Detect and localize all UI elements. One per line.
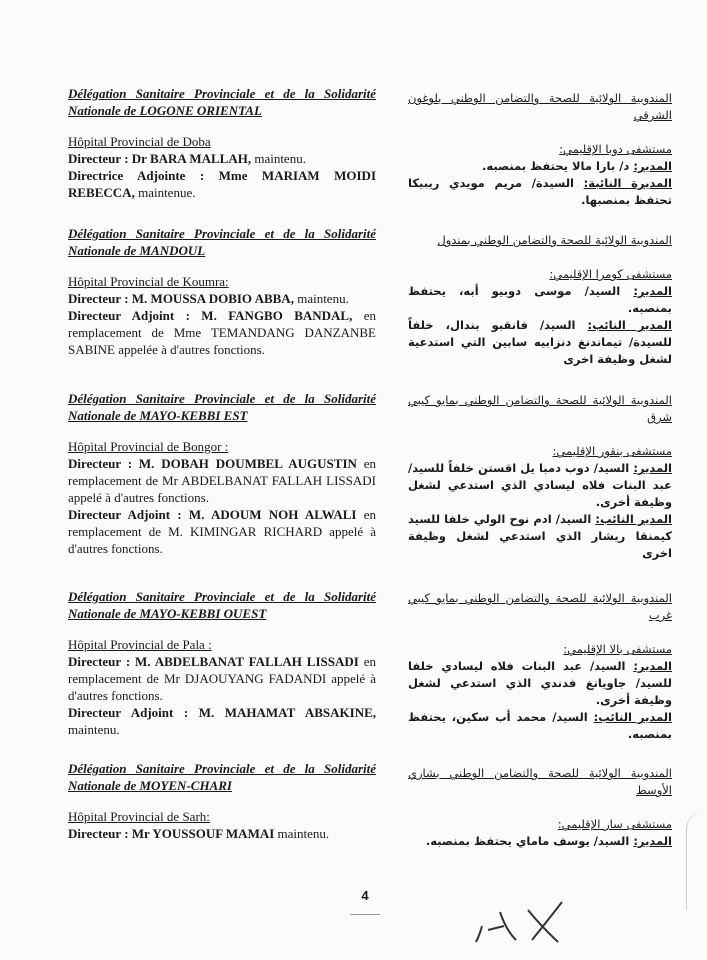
position-label: Directeur : [68,826,132,841]
french-hospital-name: Hôpital Provincial de Bongor : [68,439,229,454]
appointee-name: M. FANGBO BANDAL, [201,308,353,323]
arabic-delegation-heading: المندوبية الولائية للصحة والتضامن الوطني بمايو كيبي شرق [408,393,672,424]
appointee-name: M. ADOUM NOH ALWALI [188,507,357,522]
arabic-hospital-name: مستشفى دوبا الإقليمي: [559,142,672,156]
arabic-appointment-text: د/ بارا مالا يحتفظ بمنصبه. [482,159,634,173]
page-number: 4 [350,888,380,915]
arabic-section [408,90,672,209]
appointee-name: Mme MARIAM MOIDI REBECCA, [68,168,377,200]
french-hospital-name: Hôpital Provincial de Sarh: [68,809,210,824]
french-appointment [68,704,376,738]
appointee-name: Dr BARA MALLAH, [131,151,252,166]
appointment-status: maintenu. [251,151,306,166]
arabic-position-label: المدير النائب: [595,512,672,526]
french-appointment [68,167,376,201]
arabic-section [408,590,672,743]
french-hospital-name: Hôpital Provincial de Doba [68,134,211,149]
arabic-appointment-text: السيد/ موسى دوبيو أبه، يحتفظ بمنصبه. [408,284,672,315]
arabic-delegation-heading: المندوبية الولائية للصحة والتضامن الوطني بمندول [437,233,672,247]
arabic-appointment-text: السيدة/ مريم مويدي ريبيكا تحتفظ بمنصبها. [408,176,672,207]
appointment-status: en remplacement de Mme TEMANDANG DANZANBE SABINE appelée à d'autres fonctions. [68,308,377,357]
position-label: Directeur : [68,291,132,306]
french-section [68,85,376,201]
french-appointment [68,307,376,358]
arabic-appointment [408,460,672,511]
arabic-position-label: المدير: [633,159,672,173]
french-appointment [68,653,376,704]
position-label: Directeur Adjoint : [68,507,189,522]
arabic-position-label: المدير النائب: [587,318,672,332]
page-edge-shadow [686,810,707,910]
appointee-name: M. MOUSSA DOBIO ABBA, [131,291,294,306]
arabic-hospital-name: مستشفى بنقور الإقليمي: [552,444,672,458]
arabic-appointment-text: السيد/ محمد أب سكين، يحتفظ بمنصبه. [408,710,672,741]
arabic-appointment-text: السيد/ فانقبو بندال، خلفاً للسيدة/ تيماندنغ دنزابيه سابين التي استدعية لشغل وظيفة اخرى [408,318,672,366]
position-label: Directeur : [68,456,139,471]
arabic-delegation-heading: المندوبية الولائية للصحة والتضامن الوطني بشاري الأوسط [408,766,672,797]
appointee-name: M. ABDELBANAT FALLAH LISSADI [135,654,359,669]
arabic-delegation-heading: المندوبية الولائية للصحة والتضامن الوطني بلوغون الشرقي [408,91,672,122]
arabic-appointment [408,317,672,368]
arabic-position-label: المديرة النائبة: [583,176,672,190]
french-section [68,390,376,557]
appointment-status: maintenu. [68,722,120,737]
position-label: Directeur Adjoint : [68,308,202,323]
arabic-appointment-text: السيد/ دوب دمبا يل اقستن خلفاً للسيد/ عبد البنات فلاه ليسادي الذي استدعي لشغل وظيفة أخرى. [408,461,672,509]
arabic-appointment [408,709,672,743]
position-label: Directeur : [68,151,132,166]
position-label: Directeur Adjoint : [68,705,199,720]
arabic-section [408,765,672,850]
arabic-hospital-name: مستشفى بالا الإقليمي: [563,642,672,656]
arabic-appointment [408,283,672,317]
arabic-position-label: المدير: [633,461,672,475]
arabic-appointment-text: السيد/ ادم نوح الولي خلفا للسيد كيمنقا ريشار الذي استدعي لشغل وظيفة اخرى [408,512,672,560]
arabic-section [408,232,672,368]
appointment-status: en remplacement de Mr ABDELBANAT FALLAH LISSADI appelé à d'autres fonctions. [68,456,376,505]
french-delegation-heading: Délégation Sanitaire Provinciale et de la Solidarité Nationale de MOYEN-CHARI [68,761,376,793]
arabic-position-label: المدير: [633,659,672,673]
appointment-status: en remplacement de M. KIMINGAR RICHARD appelé à d'autres fonctions. [68,507,376,556]
french-hospital-name: Hôpital Provincial de Koumra: [68,274,229,289]
appointment-status: maintenu. [293,291,349,306]
french-section [68,225,376,358]
arabic-section [408,392,672,562]
arabic-appointment-text: السيد/ يوسف ماماي يحتفظ بمنصبه. [425,834,634,848]
french-section [68,760,376,842]
appointment-status: maintenue. [134,185,196,200]
position-label: Directrice Adjointe : [68,168,219,183]
french-appointment [68,825,376,842]
french-section [68,588,376,738]
appointee-name: Mr YOUSSOUF MAMAI [131,826,275,841]
arabic-appointment-text: السيد/ عبد البنات فلاه ليسادي خلفا للسيد/ جاويانغ فدندي الذي استدعي لشغل وظيفة أخرى. [408,659,672,707]
arabic-position-label: المدير: [633,834,672,848]
french-appointment [68,290,376,307]
french-appointment [68,150,376,167]
french-appointment [68,455,376,506]
arabic-appointment [408,511,672,562]
appointee-name: M. MAHAMAT ABSAKINE, [198,705,376,720]
french-delegation-heading: Délégation Sanitaire Provinciale et de la Solidarité Nationale de MANDOUL [68,226,376,258]
arabic-hospital-name: مستشفى كومرا الإقليمي: [549,267,672,281]
arabic-delegation-heading: المندوبية الولائية للصحة والتضامن الوطني بمايو كيبي غرب [408,591,672,622]
position-label: Directeur : [68,654,136,669]
french-delegation-heading: Délégation Sanitaire Provinciale et de la Solidarité Nationale de MAYO-KEBBI EST [68,391,376,423]
arabic-appointment [408,158,672,175]
arabic-appointment [408,658,672,709]
arabic-hospital-name: مستشفى سار الإقليمي: [557,817,672,831]
arabic-position-label: المدير النائب: [593,710,673,724]
appointment-status: en remplacement de Mr DJAOUYANG FADANDI appelé à d'autres fonctions. [68,654,376,703]
arabic-position-label: المدير: [633,284,672,298]
handwritten-note [470,890,580,950]
arabic-appointment [408,175,672,209]
french-delegation-heading: Délégation Sanitaire Provinciale et de la Solidarité Nationale de LOGONE ORIENTAL [68,86,376,118]
french-hospital-name: Hôpital Provincial de Pala : [68,637,212,652]
french-delegation-heading: Délégation Sanitaire Provinciale et de la Solidarité Nationale de MAYO-KEBBI OUEST [68,589,376,621]
appointment-status: maintenu. [274,826,330,841]
arabic-appointment [408,833,672,850]
french-appointment [68,506,376,557]
appointee-name: M. DOBAH DOUMBEL AUGUSTIN [138,456,357,471]
